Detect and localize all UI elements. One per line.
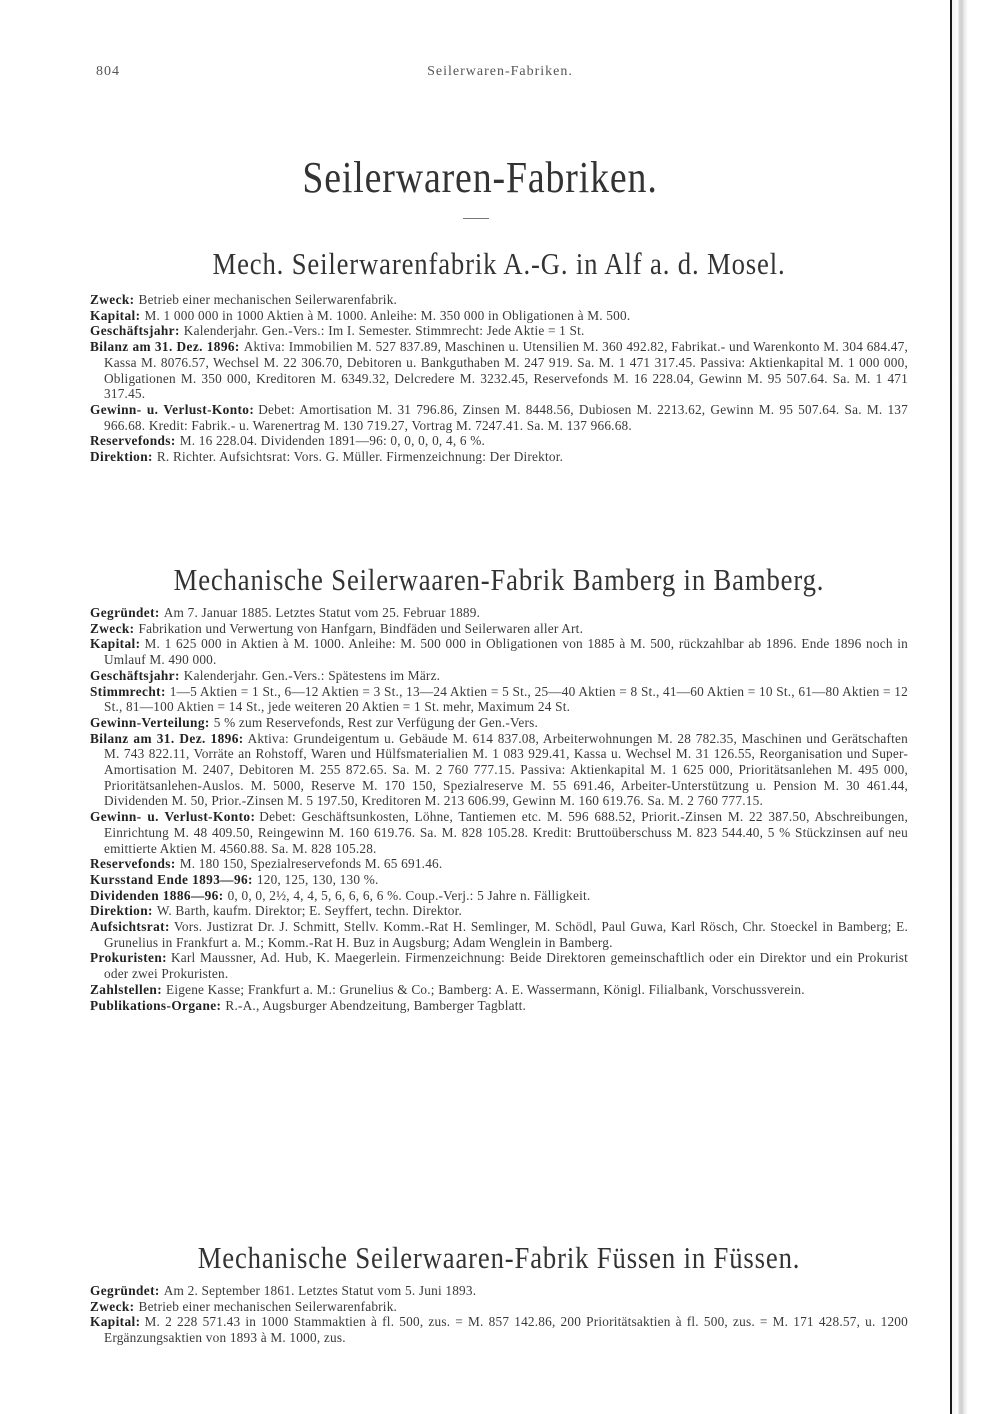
entry-text: R.-A., Augsburger Abendzeitung, Bamberger Tagblatt.	[225, 997, 527, 1013]
entry-text: Betrieb einer mechanischen Seilerwarenfabrik.	[138, 1298, 398, 1314]
entry-text: 5 % zum Reservefonds, Rest zur Verfügung der Gen.-Vers.	[213, 714, 538, 730]
entry-zweck	[90, 292, 908, 308]
entry-label: Gewinn- u. Verlust-Konto:	[90, 809, 256, 825]
entry-kursstand	[90, 872, 908, 888]
entry-reservefonds	[90, 856, 908, 872]
entry-aufsichtsrat	[90, 919, 908, 950]
company-entries-alf	[90, 292, 908, 465]
company-heading-alf: Mech. Seilerwarenfabrik A.-G. in Alf a. d. Mosel.	[212, 246, 786, 281]
company-heading-bamberg: Mechanische Seilerwaaren-Fabrik Bamberg in Bamberg.	[173, 562, 825, 597]
company-entries-bamberg	[90, 605, 908, 1013]
entry-text: Kalenderjahr. Gen.-Vers.: Spätestens im März.	[183, 667, 441, 683]
entry-publikations-organe	[90, 998, 908, 1014]
entry-label: Gegründet:	[90, 605, 160, 620]
entry-label: Stimmrecht:	[90, 683, 166, 699]
entry-bilanz	[90, 339, 908, 402]
entry-gewinn-verlust	[90, 402, 908, 433]
entry-label: Kapital:	[90, 636, 141, 652]
entry-text: Karl Maussner, Ad. Hub, K. Maegerlein. Firmenzeichnung: Beide Direktoren gemeinschaftlich oder ein Direktor und ein Prokurist oder zwei Prokuristen.	[104, 950, 908, 982]
entry-gegruendet	[90, 1283, 908, 1299]
scanned-book-binding-edge	[940, 0, 1000, 1414]
entry-text: Vors. Justizrat Dr. J. Schmitt, Stellv. Komm.-Rat H. Semlinger, M. Schödl, Paul Guwa, Karl Rösch, Chr. Stoeckel in Bamberg; E. Grunelius in Frankfurt a. M.; Komm.-Rat H. Buz in Augsburg; Adam Wenglein in Bamberg.	[104, 919, 908, 950]
entry-kapital	[90, 308, 908, 324]
entry-text: 120, 125, 130, 130 %.	[256, 871, 379, 887]
entry-zweck	[90, 621, 908, 637]
entry-text: Betrieb einer mechanischen Seilerwarenfabrik.	[138, 292, 398, 307]
title-divider	[463, 218, 489, 219]
running-header	[96, 64, 904, 86]
entry-gewinn-verteilung	[90, 715, 908, 731]
entry-kapital	[90, 1314, 908, 1345]
entry-text: R. Richter. Aufsichtsrat: Vors. G. Müller. Firmenzeichnung: Der Direktor.	[156, 449, 564, 465]
entry-label: Dividenden 1886—96:	[90, 887, 224, 903]
entry-geschaeftsjahr	[90, 323, 908, 339]
entry-label: Kursstand Ende 1893—96:	[90, 871, 253, 887]
entry-text: Am 2. September 1861. Letztes Statut vom 5. Juni 1893.	[163, 1283, 477, 1298]
section-title: Seilerwaren-Fabriken.	[302, 153, 658, 202]
entry-text: M. 16 228.04. Dividenden 1891—96: 0, 0, 0, 0, 4, 6 %.	[179, 433, 486, 449]
entry-stimmrecht	[90, 684, 908, 715]
entry-zahlstellen	[90, 982, 908, 998]
entry-label: Direktion:	[90, 449, 153, 465]
page-number: 804	[96, 64, 120, 79]
entry-label: Zahlstellen:	[90, 981, 163, 997]
company-heading-fuessen: Mechanische Seilerwaaren-Fabrik Füssen in Füssen.	[197, 1240, 801, 1275]
entry-text: Aktiva: Immobilien M. 527 837.89, Maschinen u. Utensilien M. 360 492.82, Fabrikat.- und Warenkonto M. 304 684.47, Kassa M. 8076.57, Wechsel M. 22 306.70, Debitoren u. Bankguthaben M. 247 919. Sa. M. 1 471 317.45. Passiva: Aktienkapital M. 1 000 000, Obligationen M. 350 000, Kreditoren M. 6349.32, Delcredere M. 3232.45, Reservefonds M. 16 228.04, Gewinn M. 95 507.64. Sa. M. 1 471 317.45.	[104, 339, 908, 402]
entry-kapital	[90, 636, 908, 667]
entry-label: Publikations-Organe:	[90, 997, 222, 1013]
entry-label: Gewinn-Verteilung:	[90, 714, 210, 730]
entry-text: M. 1 625 000 in Aktien à M. 1000. Anleihe: M. 500 000 in Obligationen von 1885 à M. 500, rückzahlbar ab 1896. Ende 1896 noch in Umlauf M. 490 000.	[104, 636, 908, 668]
entry-label: Zweck:	[90, 292, 135, 307]
entry-text: 1—5 Aktien = 1 St., 6—12 Aktien = 3 St., 13—24 Aktien = 5 St., 25—40 Aktien = 8 St., 41—60 Aktien = 10 St., 61—80 Aktien = 12 St., 81—100 Aktien = 14 St., jede weiteren 20 Aktien = 1 St. mehr, Maximum 24 St.	[104, 683, 908, 715]
entry-text: Fabrikation und Verwertung von Hanfgarn, Bindfäden und Seilerwaren aller Art.	[138, 620, 584, 636]
entry-label: Reservefonds:	[90, 433, 176, 449]
entry-label: Bilanz am 31. Dez. 1896:	[90, 339, 240, 355]
entry-text: M. 2 228 571.43 in 1000 Stammaktien à fl. 500, zus. = M. 857 142.86, 200 Prioritätsaktien à fl. 500, zus. = M. 171 428.57, u. 1200 Ergänzungsaktien von 1893 à M. 1000, zus.	[104, 1314, 908, 1346]
entry-text: Debet: Amortisation M. 31 796.86, Zinsen M. 8448.56, Dubiosen M. 2213.62, Gewinn M. 95 507.64. Sa. M. 137 966.68. Kredit: Fabrik.- u. Warenertrag M. 130 719.27, Vortrag M. 7247.41. Sa. M. 137 966.68.	[104, 401, 909, 433]
entry-label: Kapital:	[90, 307, 141, 323]
entry-gegruendet	[90, 605, 908, 621]
entry-prokuristen	[90, 950, 908, 981]
running-title: Seilerwaren-Fabriken.	[427, 64, 573, 79]
entry-gewinn-verlust	[90, 809, 908, 856]
entry-label: Bilanz am 31. Dez. 1896:	[90, 730, 244, 746]
entry-text: Am 7. Januar 1885. Letztes Statut vom 25. Februar 1889.	[163, 605, 481, 620]
entry-label: Prokuristen:	[90, 950, 167, 966]
entry-text: Aktiva: Grundeigentum u. Gebäude M. 614 837.08, Arbeiterwohnungen M. 28 782.35, Maschinen und Gerätschaften M. 743 822.11, Vorräte an Rohstoff, Waren und Hülfsmaterialien M. 1 083 929.41, Kassa u. Wechsel M. 31 126.55, Reorganisation und Super-Amortisation M. 2407, Debitoren M. 255 872.65. Sa. M. 2 760 777.15. Passiva: Aktienkapital M. 1 625 000, Prioritätsanlehen M. 495 000, Prioritätsanlehen-Auslos. M. 5000, Reserve M. 170 150, Spezialreserve M. 55 691.46, Arbeiter-Unterstützung u. Pension M. 30 461.44, Dividenden M. 50, Prior.-Zinsen M. 5 197.50, Kreditoren M. 213 606.99, Gewinn M. 160 619.76. Sa. M. 2 760 777.15.	[104, 730, 908, 809]
entry-label: Geschäftsjahr:	[90, 667, 180, 683]
entry-label: Direktion:	[90, 903, 153, 919]
entry-text: Debet: Geschäftsunkosten, Löhne, Tantiemen etc. M. 596 688.52, Priorit.-Zinsen M. 22 387.50, Abschreibungen, Einrichtung M. 48 409.50, Reingewinn M. 160 619.76. Sa. M. 828 105.28. Kredit: Bruttoüberschuss M. 823 544.40, 5 % Stückzinsen auf neu emittierte Aktien M. 4560.88. Sa. M. 828 105.28.	[104, 809, 908, 856]
entry-text: W. Barth, kaufm. Direktor; E. Seyffert, techn. Direktor.	[156, 903, 462, 919]
entry-text: Eigene Kasse; Frankfurt a. M.: Grunelius & Co.; Bamberg: A. E. Wassermann, Königl. Filialbank, Vorschussverein.	[166, 981, 805, 997]
company-entries-fuessen	[90, 1283, 908, 1346]
entry-dividenden	[90, 888, 908, 904]
entry-geschaeftsjahr	[90, 668, 908, 684]
entry-text: Kalenderjahr. Gen.-Vers.: Im I. Semester. Stimmrecht: Jede Aktie = 1 St.	[183, 323, 585, 339]
entry-bilanz	[90, 731, 908, 810]
entry-direktion	[90, 449, 908, 465]
entry-text: M. 1 000 000 in 1000 Aktien à M. 1000. Anleihe: M. 350 000 in Obligationen à M. 500.	[144, 307, 631, 323]
entry-label: Aufsichtsrat:	[90, 919, 170, 935]
entry-label: Zweck:	[90, 1298, 135, 1314]
entry-label: Kapital:	[90, 1314, 141, 1330]
entry-direktion	[90, 903, 908, 919]
entry-label: Gegründet:	[90, 1283, 160, 1298]
entry-text: 0, 0, 0, 2½, 4, 4, 5, 6, 6, 6, 6 %. Coup.-Verj.: 5 Jahre n. Fälligkeit.	[227, 887, 591, 903]
entry-reservefonds	[90, 433, 908, 449]
entry-label: Gewinn- u. Verlust-Konto:	[90, 401, 255, 417]
entry-zweck	[90, 1299, 908, 1315]
entry-label: Reservefonds:	[90, 856, 176, 872]
entry-label: Zweck:	[90, 620, 135, 636]
entry-text: M. 180 150, Spezialreservefonds M. 65 691.46.	[179, 856, 443, 872]
entry-label: Geschäftsjahr:	[90, 323, 180, 339]
